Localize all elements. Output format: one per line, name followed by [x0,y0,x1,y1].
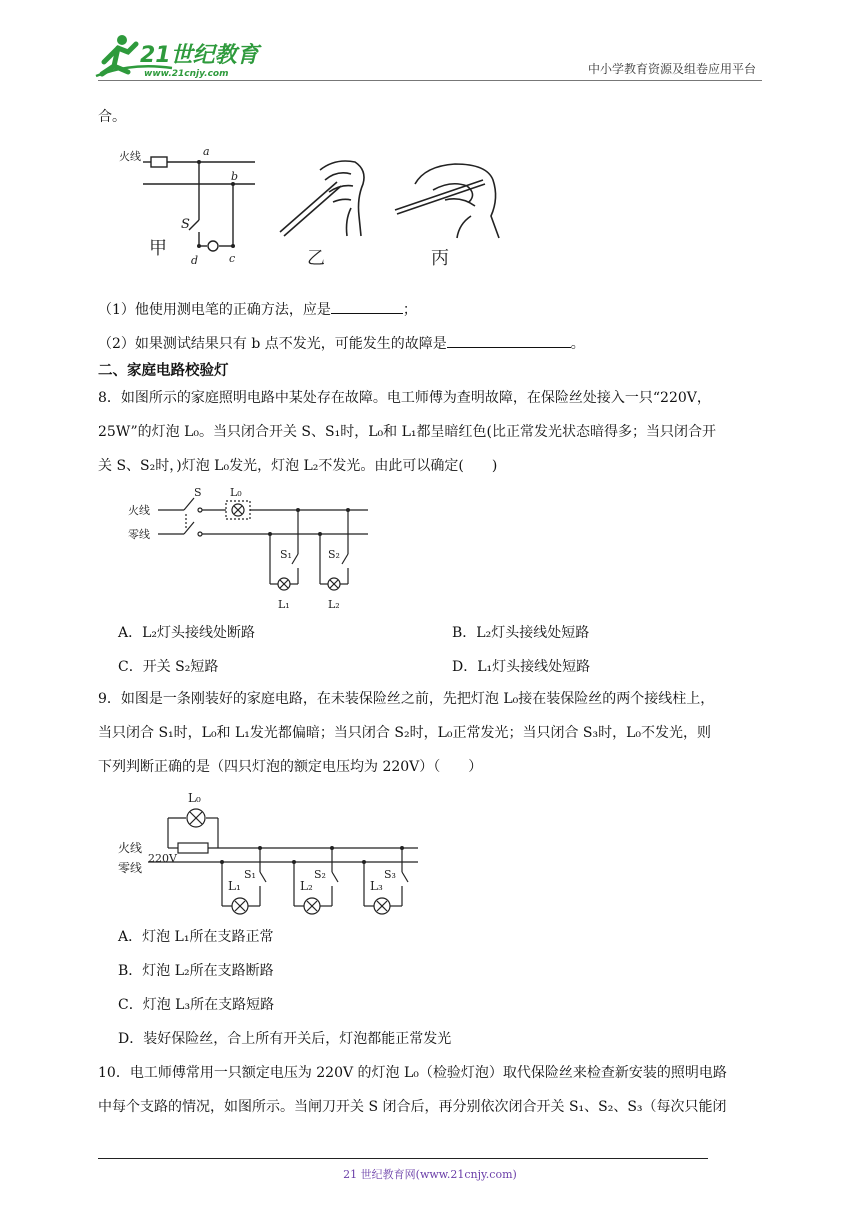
q8-switch-s1: S₁ [280,548,292,561]
q7-label-jia: 甲 [149,238,167,259]
q8-option-c[interactable]: C．开关 S₂短路 [118,659,219,675]
q7-point-b: b [231,170,239,183]
q8-lamp-l1: L₁ [278,598,290,611]
q9-switch-s3: S₃ [384,868,396,881]
q7-point-c: c [229,252,236,265]
q9-switch-s1: S₁ [244,868,256,881]
q8-fire-label: 火线 [128,504,150,517]
q8-lamp-l2: L₂ [328,598,340,611]
q9-zero-label: 零线 [118,861,143,875]
q9-line3: 下列判断正确的是（四只灯泡的额定电压均为 220V）（ ） [98,759,483,775]
q7-fire-label: 火线 [119,150,141,163]
q9-line2: 当只闭合 S₁时，L₀和 L₁发光都偏暗；当只闭合 S₂时，L₀正常发光；当只闭合 S₃时，L₀不发光，则 [98,725,712,741]
q8-switch-s: S [194,486,202,499]
q9-switch-s2: S₂ [314,868,326,881]
logo-url: www.21cnjy.com [144,69,229,79]
q7-sub2 [98,334,585,353]
header-divider [98,80,762,81]
q9-circuit-diagram [112,786,422,916]
q8-line3: 关 S、S₂时，)灯泡 L₀发光，灯泡 L₂不发光。由此可以确定( ) [98,458,498,474]
platform-name: 中小学教育资源及组卷应用平台 [587,62,756,76]
q9-lamp-l0: L₀ [188,791,201,805]
q8-option-b[interactable]: B．L₂灯头接线处短路 [452,625,590,641]
q8-line1: 8．如图所示的家庭照明电路中某处存在故障。电工师傅为查明故障，在保险丝处接入一只“220V， [98,390,711,406]
footer-link[interactable]: 21 世纪教育网(www.21cnjy.com) [343,1168,517,1181]
q9-option-a[interactable]: A．灯泡 L₁所在支路正常 [118,929,274,945]
hand-holding-tester-icon [280,161,364,236]
q10-line1: 10．电工师傅常用一只额定电压为 220V 的灯泡 L₀（检验灯泡）取代保险丝来检查新安装的照明电路 [98,1065,727,1081]
q9-line1: 9．如图是一条刚装好的家庭电路，在未装保险丝之前，先把灯泡 L₀接在装保险丝的两个接线柱上， [98,691,715,707]
q10-line2: 中每个支路的情况，如图所示。当闸刀开关 S 闭合后，再分别依次闭合开关 S₁、S₂、S₃（每次只能闭 [98,1099,727,1115]
q7-sub2-text: （2）如果测试结果只有 b 点不发光，可能发生的故障是 [98,336,447,352]
logo-text: 21世纪教育 [140,43,259,68]
q9-lamp-l1: L₁ [228,879,241,893]
q7-point-a: a [203,145,210,158]
q7-figure [115,140,535,270]
q9-option-d[interactable]: D．装好保险丝，合上所有开关后，灯泡都能正常发光 [118,1031,452,1047]
section-title: 二、家庭电路校验灯 [98,363,229,379]
q7-label-yi: 乙 [307,248,325,269]
q8-zero-label: 零线 [128,528,150,541]
q9-voltage-label: 220V [148,852,177,865]
q9-lamp-l2: L₂ [300,879,313,893]
q7-sub2-end: 。 [570,336,585,352]
q8-option-d[interactable]: D．L₁灯头接线处短路 [452,659,591,675]
q7-continuation: 合。 [98,109,126,125]
q7-label-bing: 丙 [431,248,449,269]
q8-option-a[interactable]: A．L₂灯头接线处断路 [118,625,256,641]
answer-blank[interactable] [447,334,571,348]
q8-circuit-diagram [128,484,378,612]
q9-option-c[interactable]: C．灯泡 L₃所在支路短路 [118,997,275,1013]
q7-sub1-end: ； [402,302,417,318]
q9-lamp-l3: L₃ [370,879,383,893]
hand-holding-tester-icon [395,164,499,238]
q7-switch-s: S [181,217,190,232]
q9-option-b[interactable]: B．灯泡 L₂所在支路断路 [118,963,274,979]
q9-fire-label: 火线 [118,841,143,855]
answer-blank[interactable] [331,300,403,314]
q8-switch-s2: S₂ [328,548,340,561]
q8-lamp-l0: L₀ [230,486,242,499]
site-logo [92,32,262,82]
q7-sub1-text: （1）他使用测电笔的正确方法，应是 [98,302,331,318]
q7-sub1 [98,300,417,319]
footer-divider [98,1158,708,1159]
q8-line2: 25W”的灯泡 L₀。当只闭合开关 S、S₁时，L₀和 L₁都呈暗红色(比正常发光状态暗得多；当只闭合开 [98,424,716,440]
q7-point-d: d [191,254,199,267]
